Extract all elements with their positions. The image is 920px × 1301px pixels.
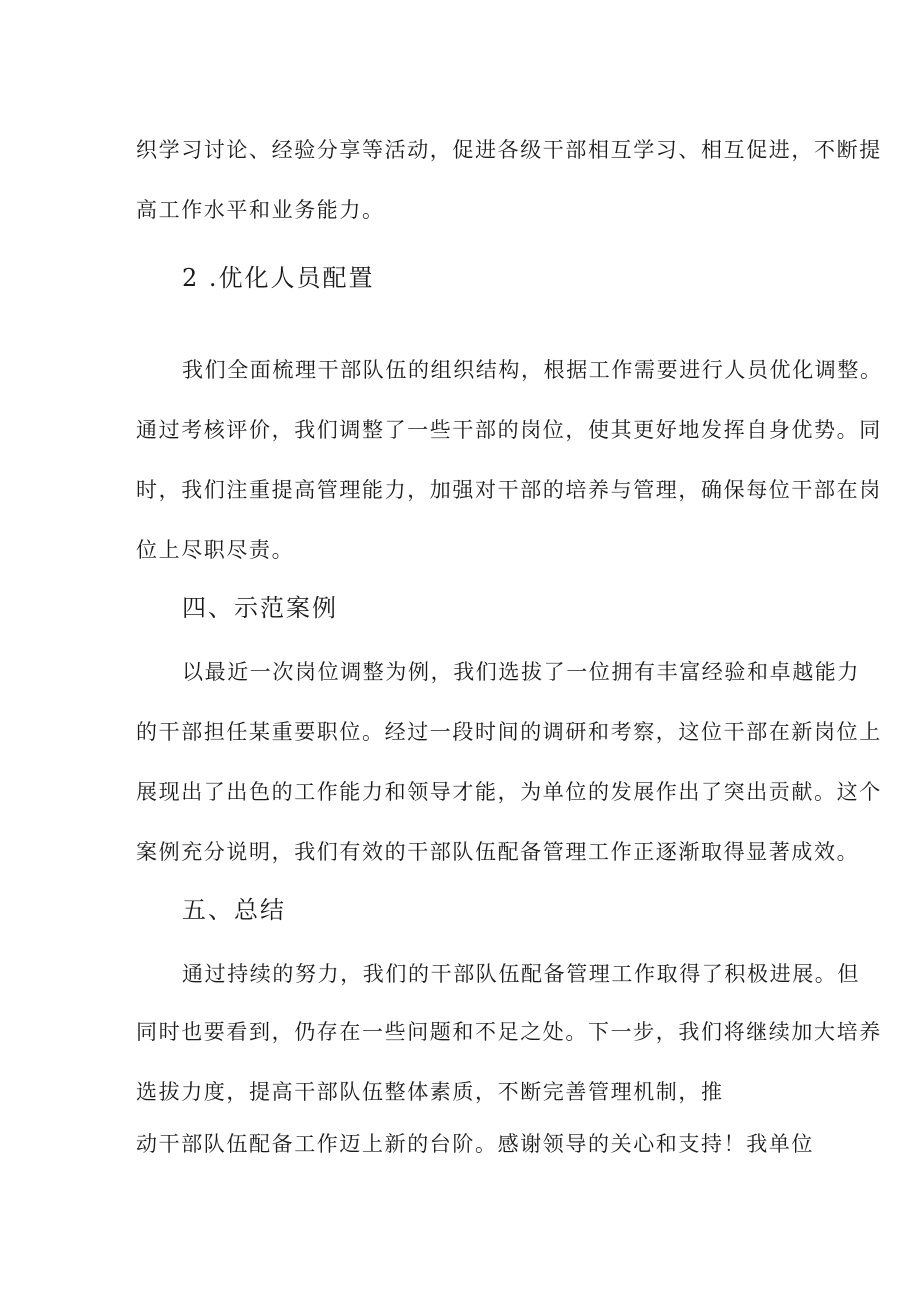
paragraph-line: 以最近一次岗位调整为例，我们选拔了一位拥有丰富经验和卓越能力 — [182, 660, 860, 684]
paragraph-line: 的干部担任某重要职位。经过一段时间的调研和考察，这位干部在新岗位上 — [136, 720, 882, 744]
paragraph-line: 选拔力度，提高干部队伍整体素质，不断完善管理机制，推 — [136, 1080, 724, 1104]
section-heading-demo-case: 四、示范案例 — [182, 594, 338, 622]
section-heading-optimize-staffing: 2 .优化人员配置 — [182, 264, 375, 292]
paragraph-line: 通过考核评价，我们调整了一些干部的岗位，使其更好地发挥自身优势。同 — [136, 418, 882, 442]
paragraph-line: 高工作水平和业务能力。 — [136, 198, 385, 222]
section-heading-summary: 五、总结 — [182, 896, 286, 924]
paragraph-line: 同时也要看到，仍存在一些问题和不足之处。下一步，我们将继续加大培养 — [136, 1020, 882, 1044]
paragraph-line: 动干部队伍配备工作迈上新的台阶。感谢领导的关心和支持！我单位 — [136, 1132, 814, 1156]
paragraph-line: 位上尽职尽责。 — [136, 538, 295, 562]
paragraph-line: 时，我们注重提高管理能力，加强对干部的培养与管理，确保每位干部在岗 — [136, 478, 882, 502]
paragraph-line: 我们全面梳理干部队伍的组织结构，根据工作需要进行人员优化调整。 — [182, 358, 883, 382]
paragraph-line: 案例充分说明，我们有效的干部队伍配备管理工作正逐渐取得显著成效。 — [136, 840, 860, 864]
paragraph-line: 通过持续的努力，我们的干部队伍配备管理工作取得了积极进展。但 — [182, 962, 860, 986]
paragraph-line: 展现出了出色的工作能力和领导才能，为单位的发展作出了突出贡献。这个 — [136, 780, 882, 804]
paragraph-line: 织学习讨论、经验分享等活动，促进各级干部相互学习、相互促进，不断提 — [136, 138, 882, 162]
